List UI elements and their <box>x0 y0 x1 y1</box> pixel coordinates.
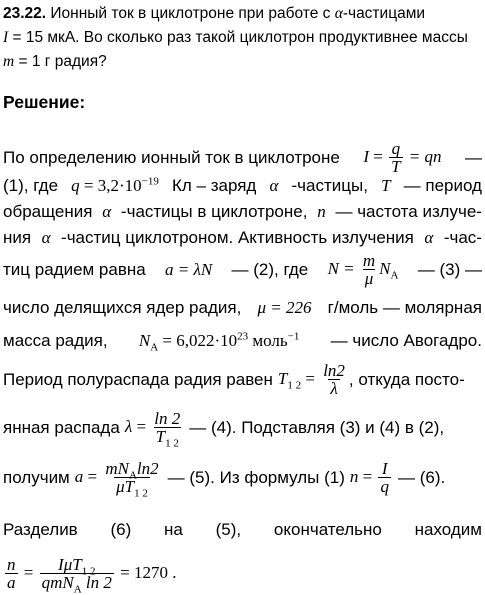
formula-current: I = $\frac{q}{T}$ = qn <box>363 139 442 176</box>
solution-line: масса радия, $N_A = 6,022\cdot 10^{23}$ моль$^{-1}$ — число Авогадро. <box>3 330 482 354</box>
formula-charge: $q = 3,2\cdot 10^{-19}$ <box>71 175 159 195</box>
solution-line: тиц радием равна a = λN — (2), где N = $\frac{m}{\mu}$ $N_A$ — (3) — <box>3 251 482 288</box>
solution-line: обращения α -частицы в циклотроне, n — частота излуче- <box>3 202 482 221</box>
problem-number: 23.22. <box>3 5 47 22</box>
solution-line: (1), где $q = 3,2\cdot 10^{-19}$ Кл – заряд α -частицы, T — период <box>3 175 482 195</box>
formula-nuclei: N = $\frac{m}{\mu}$ $N_A$ <box>327 251 399 288</box>
solution-line: число делящихся ядер радия, μ = 226 г/моль — молярная <box>3 298 482 317</box>
formula-halflife: $T_{1 2}$ = $\frac{\ln 2}{\lambda}$ <box>277 361 345 398</box>
problem-statement: 23.22. Ионный ток в циклотроне при работе с α-частицами I = 15 мкА. Во сколько раз такой циклотрон продуктивнее массы m = 1 г радия? <box>3 5 468 70</box>
formula-frequency: n = $\frac{I}{q}$ <box>349 459 389 496</box>
solution-line: Разделив (6) на (5), окончательно находим <box>3 520 482 539</box>
formula-decay-constant: λ = $\frac{\ln 2}{T_{1 2}}$ <box>124 409 181 450</box>
solution-line: Период полураспада радия равен $T_{1 2}$ = $\frac{\ln 2}{\lambda}$ , откуда посто- <box>3 361 465 398</box>
formula-avogadro: $N_A = 6,022\cdot 10^{23}$ моль$^{-1}$ <box>138 330 300 354</box>
solution-heading: Решение: <box>3 92 86 112</box>
solution-line-result <box>3 555 482 595</box>
solution-line: По определению ионный ток в циклотроне I = $\frac{q}{T}$ = qn — <box>3 139 482 176</box>
solution-line: получим a = $\frac{mN_A\ln 2}{\mu T_{1 2}}$ — (5). Из формулы (1) n = $\frac{I}{q}$ — (6). <box>3 459 446 500</box>
formula-activity: a = $\frac{mN_A\ln 2}{\mu T_{1 2}}$ <box>74 459 159 500</box>
solution-line: ния α -частиц циклотроном. Активность излучения α -час- <box>3 228 482 247</box>
formula-result: $\frac{n}{a}$ = $\frac{I\mu T_{1 2}}{qmN_A \ln 2}$ = 1270 . <box>7 555 177 595</box>
solution-line: янная распада λ = $\frac{\ln 2}{T_{1 2}}$ — (4). Подставляя (3) и (4) в (2), <box>3 409 445 450</box>
